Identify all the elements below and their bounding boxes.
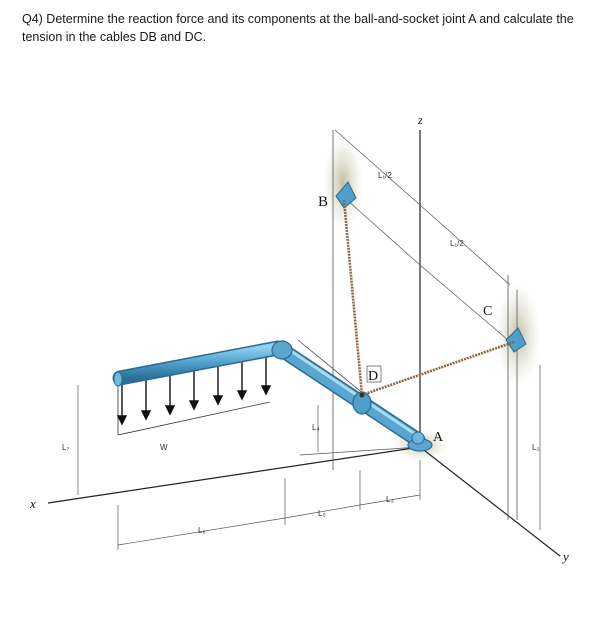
label-y: y [563, 549, 569, 564]
label-z: z [418, 113, 423, 127]
cable-dc [362, 342, 514, 395]
label-l2: L₂ [532, 443, 540, 452]
y-axis [420, 447, 560, 556]
label-l1-half-top: L₁/2 [378, 171, 392, 180]
label-l5: L₅ [318, 509, 326, 518]
x-axis [48, 447, 420, 503]
label-w: W [160, 443, 168, 452]
label-l6: L₆ [198, 526, 206, 535]
label-a: A [433, 430, 444, 445]
label-b: B [318, 194, 329, 210]
cable-db [344, 200, 362, 395]
label-l1-half-right: L₁/2 [450, 239, 464, 248]
label-d: D [368, 369, 379, 384]
label-l7: L₇ [62, 443, 70, 452]
support-b-shadow [323, 134, 363, 230]
question-text: Q4) Determine the reaction force and its components at the ball-and-socket joint A and calculate the tension in the cables DB and DC. [22, 12, 574, 44]
label-l3: L₃ [386, 495, 394, 504]
guide-a-c [420, 265, 508, 340]
guide-top2 [420, 205, 510, 285]
point-d-joint [360, 393, 365, 398]
label-c: C [483, 304, 493, 319]
label-x: x [30, 496, 36, 511]
guide-b-a [347, 200, 420, 265]
label-l4: L₄ [312, 423, 320, 432]
